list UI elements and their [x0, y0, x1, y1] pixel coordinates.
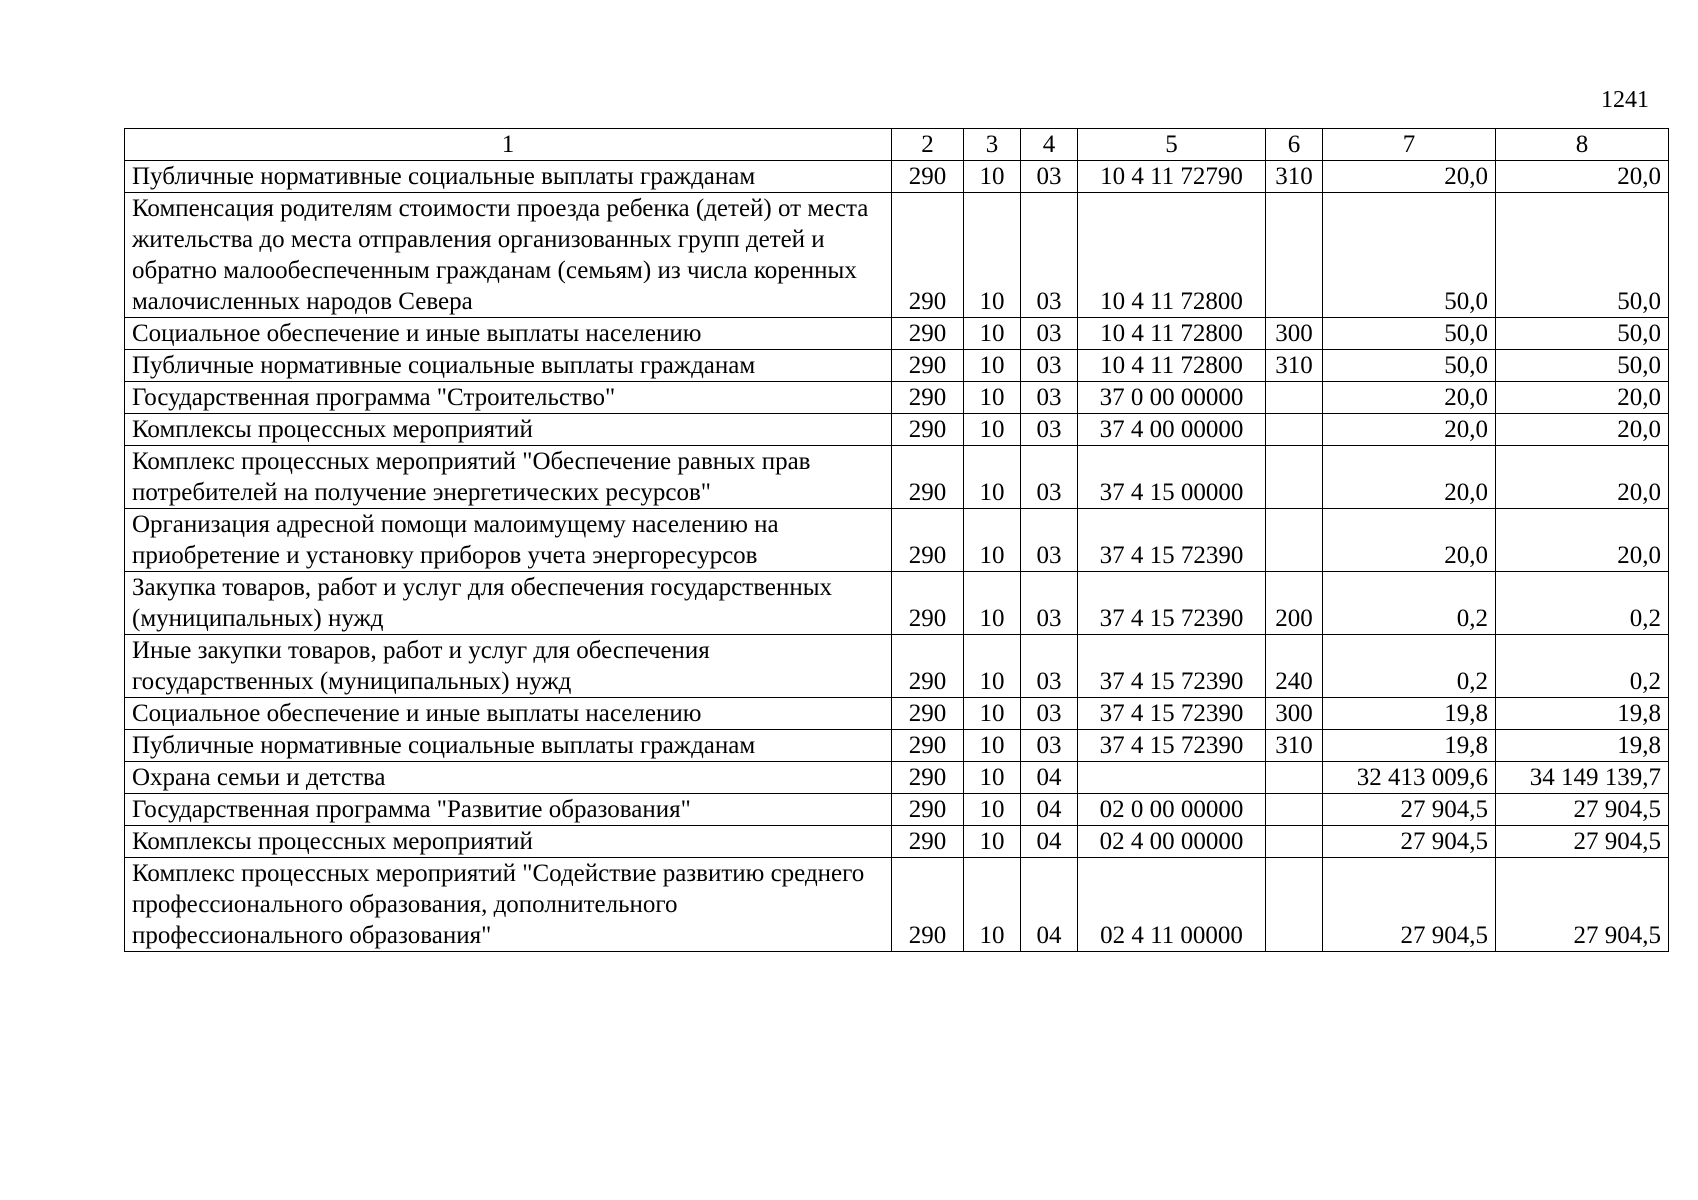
row-code-cell: 37 4 15 00000: [1078, 446, 1266, 509]
row-amount-cell: 19,8: [1496, 730, 1669, 762]
row-code-cell: 03: [1021, 193, 1078, 318]
row-code-cell: 03: [1021, 635, 1078, 698]
table-row: [125, 572, 1669, 635]
row-name-cell: Иные закупки товаров, работ и услуг для обеспечения государственных (муниципальных) нужд: [125, 635, 892, 698]
row-amount-cell: 19,8: [1323, 698, 1496, 730]
row-amount-cell: 50,0: [1323, 318, 1496, 350]
row-code-cell: [1266, 382, 1323, 414]
row-amount-cell: 27 904,5: [1323, 794, 1496, 826]
row-code-cell: 310: [1266, 350, 1323, 382]
row-code-cell: 290: [892, 826, 964, 858]
row-code-cell: 10: [964, 826, 1021, 858]
row-code-cell: 10: [964, 446, 1021, 509]
row-code-cell: 290: [892, 193, 964, 318]
row-amount-cell: 20,0: [1496, 161, 1669, 193]
row-code-cell: 10: [964, 414, 1021, 446]
row-code-cell: 10: [964, 698, 1021, 730]
row-amount-cell: 20,0: [1496, 414, 1669, 446]
row-code-cell: 10: [964, 193, 1021, 318]
row-amount-cell: 20,0: [1323, 161, 1496, 193]
row-code-cell: 10: [964, 572, 1021, 635]
row-code-cell: 10 4 11 72800: [1078, 318, 1266, 350]
row-code-cell: 37 4 15 72390: [1078, 572, 1266, 635]
row-code-cell: 240: [1266, 635, 1323, 698]
budget-table: [124, 128, 1669, 952]
row-amount-cell: 50,0: [1323, 350, 1496, 382]
row-amount-cell: 27 904,5: [1323, 858, 1496, 952]
row-code-cell: 04: [1021, 826, 1078, 858]
row-amount-cell: 32 413 009,6: [1323, 762, 1496, 794]
row-code-cell: 290: [892, 446, 964, 509]
row-name-cell: Охрана семьи и детства: [125, 762, 892, 794]
row-code-cell: 300: [1266, 698, 1323, 730]
row-name-cell: Комплексы процессных мероприятий: [125, 414, 892, 446]
column-header: 3: [964, 129, 1021, 161]
row-code-cell: 290: [892, 635, 964, 698]
row-code-cell: 290: [892, 414, 964, 446]
row-code-cell: 03: [1021, 414, 1078, 446]
column-header: 1: [125, 129, 892, 161]
row-code-cell: 10 4 11 72800: [1078, 193, 1266, 318]
row-amount-cell: 0,2: [1323, 635, 1496, 698]
row-code-cell: 10: [964, 762, 1021, 794]
row-code-cell: 200: [1266, 572, 1323, 635]
row-amount-cell: 27 904,5: [1496, 826, 1669, 858]
table-row: [125, 350, 1669, 382]
row-amount-cell: 19,8: [1323, 730, 1496, 762]
row-code-cell: 290: [892, 730, 964, 762]
row-code-cell: 290: [892, 509, 964, 572]
column-header: 6: [1266, 129, 1323, 161]
row-name-cell: Компенсация родителям стоимости проезда ребенка (детей) от места жительства до места отправления организованных групп детей и обратно малообеспеченным гражданам (семьям) из числа коренных малочисленных народов Севера: [125, 193, 892, 318]
row-code-cell: [1266, 446, 1323, 509]
row-code-cell: 03: [1021, 572, 1078, 635]
table-row: [125, 858, 1669, 952]
row-code-cell: 10: [964, 730, 1021, 762]
column-header: 4: [1021, 129, 1078, 161]
table-row: [125, 446, 1669, 509]
row-code-cell: 37 4 15 72390: [1078, 635, 1266, 698]
table-row: [125, 730, 1669, 762]
row-code-cell: [1266, 826, 1323, 858]
row-code-cell: [1078, 762, 1266, 794]
row-code-cell: 10: [964, 635, 1021, 698]
row-code-cell: 10: [964, 161, 1021, 193]
row-code-cell: 290: [892, 382, 964, 414]
table-row: [125, 762, 1669, 794]
table-row: [125, 509, 1669, 572]
row-amount-cell: 27 904,5: [1496, 858, 1669, 952]
row-code-cell: 04: [1021, 794, 1078, 826]
table-header: [125, 129, 1669, 161]
row-amount-cell: 20,0: [1496, 382, 1669, 414]
row-name-cell: Организация адресной помощи малоимущему населению на приобретение и установку приборов учета энергоресурсов: [125, 509, 892, 572]
row-code-cell: 10 4 11 72790: [1078, 161, 1266, 193]
row-name-cell: Комплексы процессных мероприятий: [125, 826, 892, 858]
row-code-cell: [1266, 414, 1323, 446]
row-name-cell: Публичные нормативные социальные выплаты гражданам: [125, 350, 892, 382]
row-amount-cell: 20,0: [1323, 446, 1496, 509]
row-code-cell: 37 4 15 72390: [1078, 698, 1266, 730]
table-body: [125, 161, 1669, 952]
row-code-cell: 03: [1021, 509, 1078, 572]
table-row: [125, 826, 1669, 858]
row-code-cell: 03: [1021, 730, 1078, 762]
row-code-cell: 03: [1021, 382, 1078, 414]
row-name-cell: Комплекс процессных мероприятий "Обеспечение равных прав потребителей на получение энергетических ресурсов": [125, 446, 892, 509]
row-amount-cell: 20,0: [1496, 509, 1669, 572]
row-code-cell: 37 4 15 72390: [1078, 730, 1266, 762]
row-code-cell: 290: [892, 161, 964, 193]
row-code-cell: 03: [1021, 318, 1078, 350]
column-header: 2: [892, 129, 964, 161]
table-row: [125, 318, 1669, 350]
row-code-cell: 290: [892, 858, 964, 952]
row-code-cell: 10: [964, 794, 1021, 826]
row-code-cell: 290: [892, 794, 964, 826]
table-row: [125, 382, 1669, 414]
row-name-cell: Государственная программа "Строительство": [125, 382, 892, 414]
row-amount-cell: 27 904,5: [1496, 794, 1669, 826]
row-amount-cell: 19,8: [1496, 698, 1669, 730]
row-amount-cell: 20,0: [1323, 509, 1496, 572]
row-amount-cell: 27 904,5: [1323, 826, 1496, 858]
row-code-cell: 10: [964, 318, 1021, 350]
table-row: [125, 635, 1669, 698]
row-name-cell: Публичные нормативные социальные выплаты гражданам: [125, 161, 892, 193]
row-code-cell: 04: [1021, 858, 1078, 952]
row-amount-cell: 0,2: [1496, 572, 1669, 635]
row-code-cell: 10: [964, 382, 1021, 414]
row-code-cell: [1266, 509, 1323, 572]
row-amount-cell: 50,0: [1496, 193, 1669, 318]
row-code-cell: 03: [1021, 350, 1078, 382]
row-code-cell: 10: [964, 858, 1021, 952]
row-amount-cell: 20,0: [1323, 382, 1496, 414]
row-amount-cell: 0,2: [1323, 572, 1496, 635]
row-code-cell: 37 0 00 00000: [1078, 382, 1266, 414]
row-code-cell: [1266, 794, 1323, 826]
row-name-cell: Социальное обеспечение и иные выплаты населению: [125, 318, 892, 350]
page-number: 1241: [1601, 87, 1649, 113]
row-code-cell: 10 4 11 72800: [1078, 350, 1266, 382]
row-code-cell: 03: [1021, 698, 1078, 730]
row-code-cell: [1266, 193, 1323, 318]
row-amount-cell: 0,2: [1496, 635, 1669, 698]
row-code-cell: [1266, 858, 1323, 952]
row-name-cell: Закупка товаров, работ и услуг для обеспечения государственных (муниципальных) нужд: [125, 572, 892, 635]
column-header: 8: [1496, 129, 1669, 161]
row-code-cell: 290: [892, 350, 964, 382]
row-code-cell: 02 4 11 00000: [1078, 858, 1266, 952]
row-code-cell: 02 0 00 00000: [1078, 794, 1266, 826]
column-header: 5: [1078, 129, 1266, 161]
row-code-cell: 290: [892, 698, 964, 730]
table-row: [125, 794, 1669, 826]
row-code-cell: 37 4 15 72390: [1078, 509, 1266, 572]
row-code-cell: 310: [1266, 161, 1323, 193]
row-amount-cell: 50,0: [1323, 193, 1496, 318]
row-code-cell: 300: [1266, 318, 1323, 350]
row-code-cell: 290: [892, 572, 964, 635]
row-code-cell: 10: [964, 350, 1021, 382]
row-code-cell: 10: [964, 509, 1021, 572]
row-amount-cell: 20,0: [1496, 446, 1669, 509]
row-amount-cell: 34 149 139,7: [1496, 762, 1669, 794]
row-name-cell: Публичные нормативные социальные выплаты гражданам: [125, 730, 892, 762]
row-name-cell: Комплекс процессных мероприятий "Содействие развитию среднего профессионального образования, дополнительного профессионального образования": [125, 858, 892, 952]
row-amount-cell: 50,0: [1496, 318, 1669, 350]
row-code-cell: 03: [1021, 161, 1078, 193]
table-row: [125, 414, 1669, 446]
row-name-cell: Государственная программа "Развитие образования": [125, 794, 892, 826]
row-code-cell: 290: [892, 318, 964, 350]
row-code-cell: 02 4 00 00000: [1078, 826, 1266, 858]
row-code-cell: 04: [1021, 762, 1078, 794]
row-amount-cell: 20,0: [1323, 414, 1496, 446]
row-code-cell: 03: [1021, 446, 1078, 509]
row-code-cell: 310: [1266, 730, 1323, 762]
row-code-cell: 37 4 00 00000: [1078, 414, 1266, 446]
column-header: 7: [1323, 129, 1496, 161]
table-row: [125, 193, 1669, 318]
table-row: [125, 698, 1669, 730]
table-row: [125, 161, 1669, 193]
row-amount-cell: 50,0: [1496, 350, 1669, 382]
row-name-cell: Социальное обеспечение и иные выплаты населению: [125, 698, 892, 730]
row-code-cell: 290: [892, 762, 964, 794]
row-code-cell: [1266, 762, 1323, 794]
